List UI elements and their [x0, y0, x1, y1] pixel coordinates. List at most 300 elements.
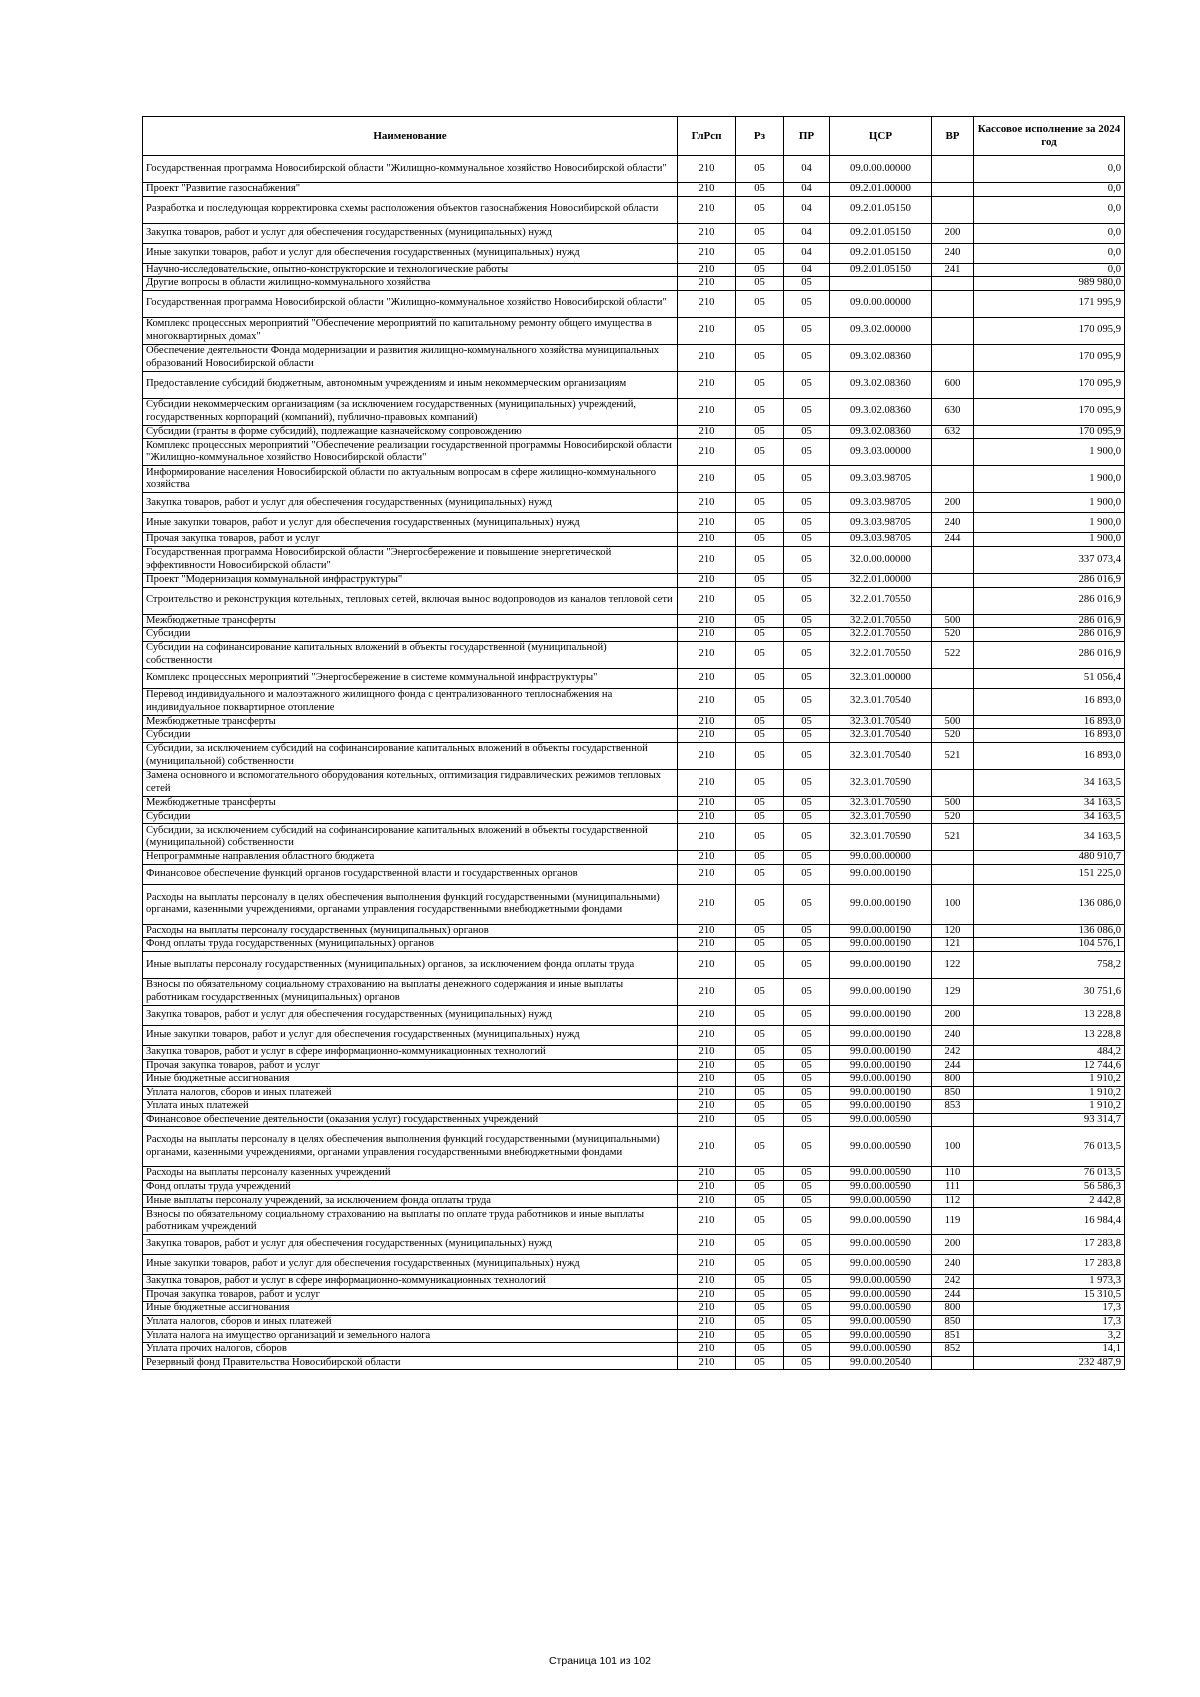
row-amount: 1 973,3 — [974, 1275, 1125, 1289]
row-grbs: 210 — [678, 628, 736, 642]
row-subsection: 05 — [784, 1235, 830, 1255]
table-row — [143, 493, 1125, 513]
table-row — [143, 884, 1125, 924]
row-name: Иные закупки товаров, работ и услуг для обеспечения государственных (муниципальных) нужд — [143, 513, 678, 533]
table-row — [143, 439, 1125, 466]
row-section: 05 — [736, 824, 784, 851]
row-target-item: 32.3.01.70590 — [830, 769, 932, 796]
row-target-item: 99.0.00.00190 — [830, 1100, 932, 1114]
table-row — [143, 796, 1125, 810]
row-section: 05 — [736, 344, 784, 371]
row-expense-type: 200 — [932, 493, 974, 513]
row-target-item: 09.2.01.05150 — [830, 196, 932, 223]
row-amount: 16 893,0 — [974, 729, 1125, 743]
row-subsection: 04 — [784, 196, 830, 223]
table-row — [143, 1086, 1125, 1100]
row-name: Прочая закупка товаров, работ и услуг — [143, 1059, 678, 1073]
row-name: Проект "Модернизация коммунальной инфраструктуры" — [143, 573, 678, 587]
row-subsection: 05 — [784, 1194, 830, 1208]
row-expense-type: 112 — [932, 1194, 974, 1208]
row-target-item: 99.0.00.00590 — [830, 1127, 932, 1167]
row-expense-type — [932, 769, 974, 796]
table-row — [143, 1288, 1125, 1302]
row-grbs: 210 — [678, 938, 736, 952]
row-subsection: 05 — [784, 1255, 830, 1275]
row-name: Иные выплаты персоналу государственных (муниципальных) органов, за исключением фонда оплаты труда — [143, 951, 678, 978]
row-amount: 286 016,9 — [974, 614, 1125, 628]
row-target-item: 99.0.00.00190 — [830, 884, 932, 924]
row-grbs: 210 — [678, 668, 736, 688]
row-subsection: 05 — [784, 290, 830, 317]
row-section: 05 — [736, 810, 784, 824]
row-target-item: 09.3.03.00000 — [830, 439, 932, 466]
row-grbs: 210 — [678, 371, 736, 398]
row-section: 05 — [736, 1005, 784, 1025]
table-row — [143, 223, 1125, 243]
row-section: 05 — [736, 1255, 784, 1275]
row-target-item: 32.3.01.70540 — [830, 715, 932, 729]
row-amount: 0,0 — [974, 183, 1125, 197]
row-amount: 13 228,8 — [974, 1005, 1125, 1025]
row-name: Взносы по обязательному социальному страхованию на выплаты по оплате труда работников и иные выплаты работникам учреждений — [143, 1208, 678, 1235]
row-name: Уплата иных платежей — [143, 1100, 678, 1114]
row-name: Фонд оплаты труда учреждений — [143, 1181, 678, 1195]
row-subsection: 05 — [784, 1086, 830, 1100]
table-row — [143, 156, 1125, 183]
row-section: 05 — [736, 951, 784, 978]
row-subsection: 05 — [784, 1113, 830, 1127]
row-grbs: 210 — [678, 493, 736, 513]
row-subsection: 05 — [784, 587, 830, 614]
row-name: Межбюджетные трансферты — [143, 614, 678, 628]
row-expense-type: 240 — [932, 513, 974, 533]
table-row — [143, 742, 1125, 769]
row-grbs: 210 — [678, 1025, 736, 1045]
row-section: 05 — [736, 641, 784, 668]
row-subsection: 05 — [784, 1005, 830, 1025]
row-name: Субсидии на софинансирование капитальных вложений в объекты государственной (муниципальной) собственности — [143, 641, 678, 668]
row-name: Межбюджетные трансферты — [143, 715, 678, 729]
row-name: Субсидии, за исключением субсидий на софинансирование капитальных вложений в объекты государственной (муниципальной) собственности — [143, 824, 678, 851]
row-grbs: 210 — [678, 742, 736, 769]
table-row — [143, 183, 1125, 197]
row-section: 05 — [736, 668, 784, 688]
row-name: Строительство и реконструкция котельных, тепловых сетей, включая вынос водопроводов из каналов тепловой сети — [143, 587, 678, 614]
row-subsection: 04 — [784, 263, 830, 277]
row-subsection: 05 — [784, 924, 830, 938]
row-amount: 170 095,9 — [974, 398, 1125, 425]
row-name: Государственная программа Новосибирской области "Энергосбережение и повышение энергетической эффективности Новосибирской области" — [143, 546, 678, 573]
row-section: 05 — [736, 1045, 784, 1059]
row-target-item: 99.0.00.00190 — [830, 1073, 932, 1087]
row-grbs: 210 — [678, 573, 736, 587]
row-grbs: 210 — [678, 533, 736, 547]
table-row — [143, 1167, 1125, 1181]
row-section: 05 — [736, 1127, 784, 1167]
row-grbs: 210 — [678, 290, 736, 317]
row-grbs: 210 — [678, 978, 736, 1005]
row-amount: 171 995,9 — [974, 290, 1125, 317]
row-subsection: 05 — [784, 1343, 830, 1357]
table-row — [143, 1275, 1125, 1289]
row-subsection: 05 — [784, 1045, 830, 1059]
row-name: Иные бюджетные ассигнования — [143, 1073, 678, 1087]
row-amount: 2 442,8 — [974, 1194, 1125, 1208]
row-grbs: 210 — [678, 1275, 736, 1289]
row-name: Прочая закупка товаров, работ и услуг — [143, 533, 678, 547]
row-subsection: 05 — [784, 466, 830, 493]
row-subsection: 05 — [784, 641, 830, 668]
row-grbs: 210 — [678, 439, 736, 466]
row-subsection: 05 — [784, 938, 830, 952]
row-name: Информирование населения Новосибирской области по актуальным вопросам в сфере жилищно-коммунального хозяйства — [143, 466, 678, 493]
row-amount: 76 013,5 — [974, 1167, 1125, 1181]
table-row — [143, 1235, 1125, 1255]
row-target-item: 09.2.01.00000 — [830, 183, 932, 197]
row-expense-type: 850 — [932, 1086, 974, 1100]
row-subsection: 05 — [784, 533, 830, 547]
row-section: 05 — [736, 1316, 784, 1330]
row-name: Субсидии — [143, 628, 678, 642]
table-row — [143, 1181, 1125, 1195]
row-expense-type: 850 — [932, 1316, 974, 1330]
row-target-item: 32.3.01.00000 — [830, 668, 932, 688]
row-section: 05 — [736, 1086, 784, 1100]
row-target-item: 09.2.01.05150 — [830, 243, 932, 263]
row-expense-type: 632 — [932, 425, 974, 439]
table-row — [143, 587, 1125, 614]
row-target-item: 09.3.02.08360 — [830, 398, 932, 425]
row-section: 05 — [736, 614, 784, 628]
row-section: 05 — [736, 546, 784, 573]
row-subsection: 05 — [784, 810, 830, 824]
row-target-item: 99.0.00.00590 — [830, 1194, 932, 1208]
row-target-item: 32.2.01.70550 — [830, 628, 932, 642]
row-subsection: 05 — [784, 1181, 830, 1195]
row-expense-type — [932, 156, 974, 183]
row-section: 05 — [736, 1275, 784, 1289]
row-expense-type: 520 — [932, 810, 974, 824]
table-row — [143, 344, 1125, 371]
row-subsection: 05 — [784, 715, 830, 729]
table-row — [143, 851, 1125, 865]
row-grbs: 210 — [678, 851, 736, 865]
row-section: 05 — [736, 864, 784, 884]
row-amount: 0,0 — [974, 263, 1125, 277]
row-expense-type: 244 — [932, 1059, 974, 1073]
row-grbs: 210 — [678, 1329, 736, 1343]
row-expense-type — [932, 864, 974, 884]
row-name: Закупка товаров, работ и услуг в сфере информационно-коммуникационных технологий — [143, 1275, 678, 1289]
row-target-item: 09.2.01.05150 — [830, 263, 932, 277]
row-section: 05 — [736, 1302, 784, 1316]
row-expense-type: 200 — [932, 1235, 974, 1255]
row-subsection: 05 — [784, 668, 830, 688]
row-name: Проект "Развитие газоснабжения" — [143, 183, 678, 197]
row-amount: 170 095,9 — [974, 425, 1125, 439]
row-expense-type: 244 — [932, 1288, 974, 1302]
row-subsection: 05 — [784, 1100, 830, 1114]
row-grbs: 210 — [678, 1113, 736, 1127]
row-expense-type: 240 — [932, 1255, 974, 1275]
row-expense-type — [932, 290, 974, 317]
row-expense-type: 520 — [932, 628, 974, 642]
row-target-item — [830, 277, 932, 291]
row-target-item: 09.3.02.08360 — [830, 344, 932, 371]
row-name: Комплекс процессных мероприятий "Энергосбережение в системе коммунальной инфраструктуры" — [143, 668, 678, 688]
row-expense-type: 800 — [932, 1302, 974, 1316]
row-amount: 989 980,0 — [974, 277, 1125, 291]
row-subsection: 04 — [784, 156, 830, 183]
row-section: 05 — [736, 1167, 784, 1181]
row-amount: 16 984,4 — [974, 1208, 1125, 1235]
table-row — [143, 668, 1125, 688]
row-subsection: 05 — [784, 573, 830, 587]
row-amount: 34 163,5 — [974, 810, 1125, 824]
row-amount: 0,0 — [974, 243, 1125, 263]
header-cash-execution: Кассовое исполнение за 2024 год — [974, 117, 1125, 156]
row-subsection: 05 — [784, 688, 830, 715]
row-grbs: 210 — [678, 1302, 736, 1316]
row-grbs: 210 — [678, 641, 736, 668]
table-row — [143, 1356, 1125, 1370]
row-amount: 136 086,0 — [974, 924, 1125, 938]
table-row — [143, 864, 1125, 884]
row-subsection: 05 — [784, 1316, 830, 1330]
row-name: Расходы на выплаты персоналу государственных (муниципальных) органов — [143, 924, 678, 938]
row-name: Обеспечение деятельности Фонда модернизации и развития жилищно-коммунального хозяйства муниципальных образований Новосибирской области — [143, 344, 678, 371]
row-expense-type: 100 — [932, 1127, 974, 1167]
header-name: Наименование — [143, 117, 678, 156]
row-name: Иные выплаты персоналу учреждений, за исключением фонда оплаты труда — [143, 1194, 678, 1208]
row-amount: 56 586,3 — [974, 1181, 1125, 1195]
row-amount: 1 900,0 — [974, 466, 1125, 493]
row-expense-type: 851 — [932, 1329, 974, 1343]
row-section: 05 — [736, 924, 784, 938]
row-subsection: 05 — [784, 1127, 830, 1167]
row-name: Закупка товаров, работ и услуг для обеспечения государственных (муниципальных) нужд — [143, 223, 678, 243]
row-expense-type — [932, 851, 974, 865]
table-row — [143, 573, 1125, 587]
table-row — [143, 824, 1125, 851]
row-subsection: 05 — [784, 439, 830, 466]
row-grbs: 210 — [678, 796, 736, 810]
row-target-item: 09.3.02.00000 — [830, 317, 932, 344]
row-grbs: 210 — [678, 824, 736, 851]
row-subsection: 05 — [784, 1025, 830, 1045]
row-subsection: 05 — [784, 1059, 830, 1073]
row-amount: 76 013,5 — [974, 1127, 1125, 1167]
row-expense-type — [932, 344, 974, 371]
row-target-item: 99.0.00.00590 — [830, 1329, 932, 1343]
row-grbs: 210 — [678, 1316, 736, 1330]
table-row — [143, 243, 1125, 263]
row-section: 05 — [736, 277, 784, 291]
row-subsection: 05 — [784, 1073, 830, 1087]
row-grbs: 210 — [678, 1356, 736, 1370]
table-row — [143, 317, 1125, 344]
row-amount: 17,3 — [974, 1302, 1125, 1316]
row-target-item: 99.0.00.20540 — [830, 1356, 932, 1370]
row-amount: 170 095,9 — [974, 317, 1125, 344]
row-grbs: 210 — [678, 466, 736, 493]
row-section: 05 — [736, 183, 784, 197]
header-grbs: ГлРсп — [678, 117, 736, 156]
row-target-item: 99.0.00.00590 — [830, 1181, 932, 1195]
row-amount: 1 900,0 — [974, 439, 1125, 466]
table-row — [143, 715, 1125, 729]
row-subsection: 05 — [784, 851, 830, 865]
row-expense-type — [932, 668, 974, 688]
row-grbs: 210 — [678, 1181, 736, 1195]
row-target-item: 32.3.01.70590 — [830, 810, 932, 824]
row-amount: 0,0 — [974, 223, 1125, 243]
row-grbs: 210 — [678, 1167, 736, 1181]
row-amount: 15 310,5 — [974, 1288, 1125, 1302]
row-grbs: 210 — [678, 1288, 736, 1302]
row-target-item: 09.3.02.08360 — [830, 371, 932, 398]
row-name: Уплата налогов, сборов и иных платежей — [143, 1316, 678, 1330]
row-amount: 17 283,8 — [974, 1235, 1125, 1255]
row-section: 05 — [736, 1343, 784, 1357]
table-row — [143, 466, 1125, 493]
table-header-row — [143, 117, 1125, 156]
row-grbs: 210 — [678, 156, 736, 183]
row-section: 05 — [736, 466, 784, 493]
row-grbs: 210 — [678, 263, 736, 277]
row-target-item: 99.0.00.00190 — [830, 1025, 932, 1045]
row-section: 05 — [736, 1059, 784, 1073]
row-subsection: 05 — [784, 824, 830, 851]
table-row — [143, 1073, 1125, 1087]
row-expense-type: 521 — [932, 824, 974, 851]
table-row — [143, 1113, 1125, 1127]
table-row — [143, 1316, 1125, 1330]
row-amount: 286 016,9 — [974, 641, 1125, 668]
row-name: Непрограммные направления областного бюджета — [143, 851, 678, 865]
row-name: Расходы на выплаты персоналу в целях обеспечения выполнения функций государственными (муниципальными) органами, казенными учреждениями, органами управления государственными внебюджетными фондами — [143, 1127, 678, 1167]
row-subsection: 05 — [784, 884, 830, 924]
row-target-item: 99.0.00.00190 — [830, 1005, 932, 1025]
row-section: 05 — [736, 263, 784, 277]
row-expense-type — [932, 466, 974, 493]
table-row — [143, 398, 1125, 425]
row-target-item: 32.3.01.70590 — [830, 824, 932, 851]
row-section: 05 — [736, 290, 784, 317]
row-expense-type: 242 — [932, 1045, 974, 1059]
row-expense-type: 240 — [932, 243, 974, 263]
row-subsection: 05 — [784, 1356, 830, 1370]
row-target-item: 09.2.01.05150 — [830, 223, 932, 243]
row-expense-type — [932, 277, 974, 291]
row-target-item: 99.0.00.00190 — [830, 1045, 932, 1059]
table-row — [143, 1127, 1125, 1167]
row-name: Финансовое обеспечение деятельности (оказания услуг) государственных учреждений — [143, 1113, 678, 1127]
table-row — [143, 1208, 1125, 1235]
row-subsection: 05 — [784, 951, 830, 978]
row-target-item: 99.0.00.00590 — [830, 1235, 932, 1255]
row-amount: 30 751,6 — [974, 978, 1125, 1005]
row-amount: 758,2 — [974, 951, 1125, 978]
row-name: Резервный фонд Правительства Новосибирской области — [143, 1356, 678, 1370]
row-expense-type — [932, 1113, 974, 1127]
row-grbs: 210 — [678, 1086, 736, 1100]
row-grbs: 210 — [678, 317, 736, 344]
row-amount: 286 016,9 — [974, 628, 1125, 642]
table-row — [143, 1045, 1125, 1059]
row-expense-type: 100 — [932, 884, 974, 924]
row-subsection: 05 — [784, 978, 830, 1005]
row-expense-type: 800 — [932, 1073, 974, 1087]
row-amount: 286 016,9 — [974, 587, 1125, 614]
row-target-item: 32.3.01.70590 — [830, 796, 932, 810]
header-target-item: ЦСР — [830, 117, 932, 156]
row-grbs: 210 — [678, 243, 736, 263]
row-grbs: 210 — [678, 688, 736, 715]
row-subsection: 05 — [784, 344, 830, 371]
row-amount: 93 314,7 — [974, 1113, 1125, 1127]
row-amount: 34 163,5 — [974, 769, 1125, 796]
row-name: Субсидии некоммерческим организациям (за исключением государственных (муниципальных) учреждений, государственных корпораций (компаний), публично-правовых компаний) — [143, 398, 678, 425]
row-grbs: 210 — [678, 196, 736, 223]
header-subsection: ПР — [784, 117, 830, 156]
row-grbs: 210 — [678, 546, 736, 573]
row-grbs: 210 — [678, 715, 736, 729]
row-subsection: 04 — [784, 223, 830, 243]
row-expense-type — [932, 196, 974, 223]
table-row — [143, 290, 1125, 317]
row-name: Комплекс процессных мероприятий "Обеспечение мероприятий по капитальному ремонту общего имущества в многоквартирных домах" — [143, 317, 678, 344]
row-name: Финансовое обеспечение функций органов государственной власти и государственных органов — [143, 864, 678, 884]
row-expense-type: 119 — [932, 1208, 974, 1235]
row-name: Прочая закупка товаров, работ и услуг — [143, 1288, 678, 1302]
row-section: 05 — [736, 1100, 784, 1114]
row-name: Закупка товаров, работ и услуг для обеспечения государственных (муниципальных) нужд — [143, 1005, 678, 1025]
table-row — [143, 513, 1125, 533]
table-row — [143, 1329, 1125, 1343]
row-target-item: 09.3.03.98705 — [830, 533, 932, 547]
row-name: Перевод индивидуального и малоэтажного жилищного фонда с централизованного теплоснабжения на индивидуальное поквартирное отопление — [143, 688, 678, 715]
row-name: Уплата налогов, сборов и иных платежей — [143, 1086, 678, 1100]
row-section: 05 — [736, 715, 784, 729]
row-section: 05 — [736, 769, 784, 796]
row-section: 05 — [736, 196, 784, 223]
row-amount: 1 900,0 — [974, 533, 1125, 547]
row-grbs: 210 — [678, 513, 736, 533]
row-target-item: 99.0.00.00190 — [830, 1059, 932, 1073]
table-row — [143, 425, 1125, 439]
row-section: 05 — [736, 493, 784, 513]
row-section: 05 — [736, 587, 784, 614]
row-expense-type: 242 — [932, 1275, 974, 1289]
row-target-item: 09.0.00.00000 — [830, 156, 932, 183]
row-expense-type: 122 — [932, 951, 974, 978]
row-subsection: 05 — [784, 614, 830, 628]
row-name: Иные закупки товаров, работ и услуг для обеспечения государственных (муниципальных) нужд — [143, 1255, 678, 1275]
row-expense-type: 120 — [932, 924, 974, 938]
row-name: Государственная программа Новосибирской области "Жилищно-коммунальное хозяйство Новосибирской области" — [143, 156, 678, 183]
row-subsection: 05 — [784, 742, 830, 769]
row-expense-type: 853 — [932, 1100, 974, 1114]
budget-table — [142, 116, 1125, 1370]
table-row — [143, 263, 1125, 277]
row-section: 05 — [736, 1073, 784, 1087]
row-section: 05 — [736, 1356, 784, 1370]
row-subsection: 05 — [784, 796, 830, 810]
row-subsection: 05 — [784, 1275, 830, 1289]
row-grbs: 210 — [678, 183, 736, 197]
row-expense-type: 520 — [932, 729, 974, 743]
